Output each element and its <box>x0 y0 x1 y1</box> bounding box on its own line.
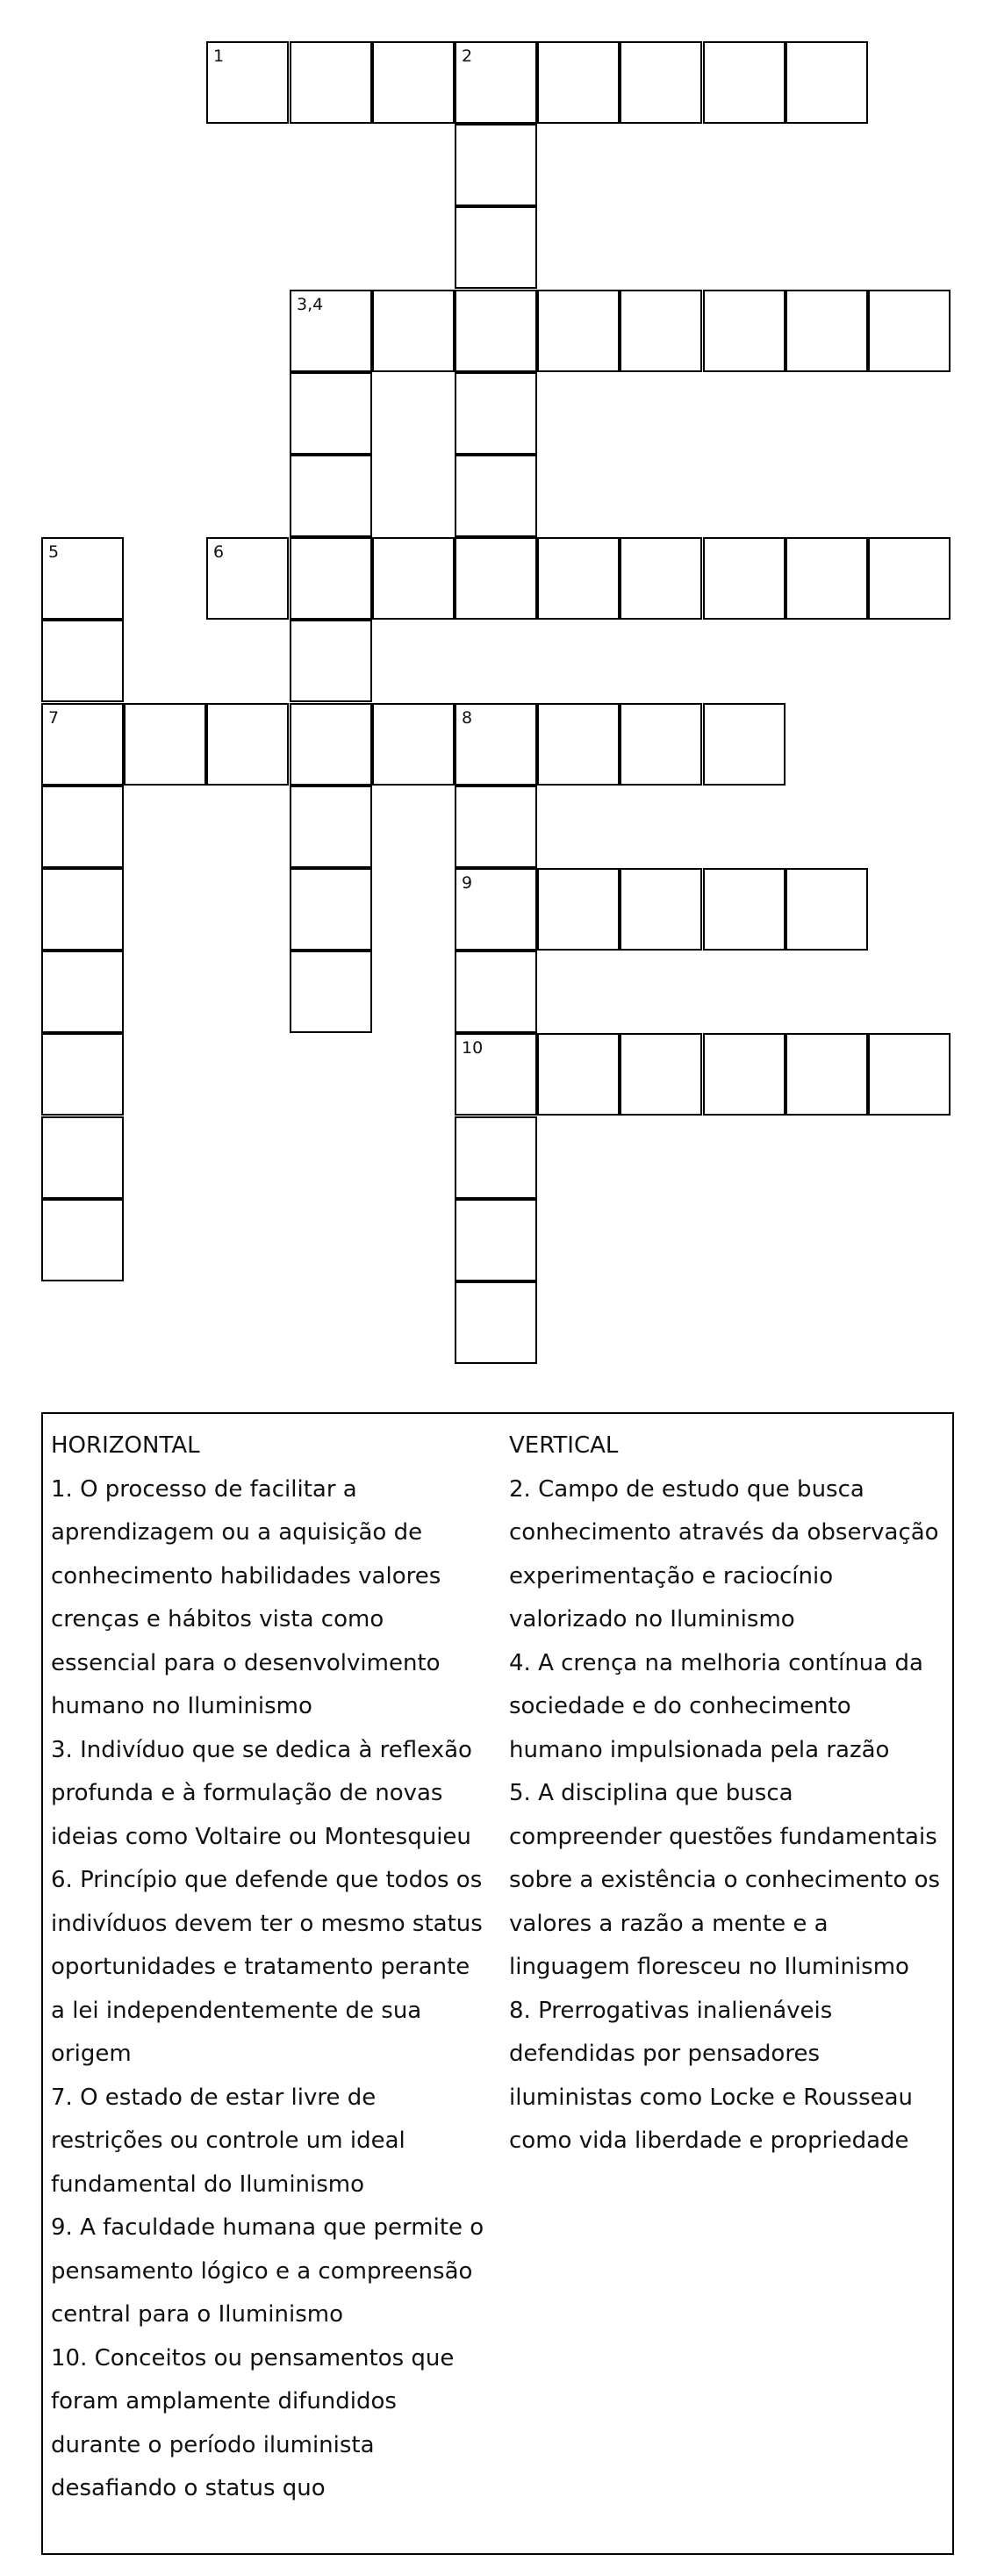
crossword-cell[interactable] <box>290 537 372 620</box>
clue-line: humano no Iluminismo <box>51 1693 312 1719</box>
crossword-cell[interactable] <box>41 951 124 1033</box>
clue-number: 2 <box>462 47 473 66</box>
crossword-cell[interactable] <box>290 951 372 1033</box>
clue-line: aprendizagem ou a aquisição de <box>51 1519 423 1546</box>
clue-line: durante o período iluminista <box>51 2431 375 2458</box>
clue-line: 10. Conceitos ou pensamentos que <box>51 2344 455 2371</box>
crossword-cell[interactable] <box>41 868 124 951</box>
clue-line: 5. A disciplina que busca <box>509 1780 793 1806</box>
crossword-cell[interactable] <box>455 951 537 1033</box>
crossword-cell[interactable] <box>41 703 124 786</box>
crossword-cell[interactable] <box>786 290 868 372</box>
crossword-cell[interactable] <box>703 41 786 124</box>
crossword-cell[interactable] <box>537 537 620 620</box>
crossword-cell[interactable] <box>372 41 455 124</box>
crossword-cell[interactable] <box>703 868 786 951</box>
clue-line: crenças e hábitos vista como <box>51 1606 384 1632</box>
crossword-cell[interactable] <box>620 41 702 124</box>
clue-line: sociedade e do conhecimento <box>509 1693 851 1719</box>
crossword-cell[interactable] <box>703 290 786 372</box>
crossword-cell[interactable] <box>372 537 455 620</box>
clue-line: valorizado no Iluminismo <box>509 1606 795 1632</box>
crossword-cell[interactable] <box>620 868 702 951</box>
clue-line: pensamento lógico e a compreensão <box>51 2257 473 2285</box>
crossword-cell[interactable] <box>620 703 702 786</box>
crossword-cell[interactable] <box>455 290 537 372</box>
crossword-cell[interactable] <box>703 537 786 620</box>
crossword-cell[interactable] <box>786 537 868 620</box>
crossword-cell[interactable] <box>290 290 372 372</box>
clue-line: 8. Prerrogativas inalienáveis <box>509 1997 833 2024</box>
clue-line: 7. O estado de estar livre de <box>51 2084 377 2111</box>
crossword-cell[interactable] <box>786 41 868 124</box>
crossword-cell[interactable] <box>290 786 372 868</box>
crossword-cell[interactable] <box>290 703 372 786</box>
crossword-cell[interactable] <box>537 868 620 951</box>
crossword-cell[interactable] <box>290 868 372 951</box>
crossword-cell[interactable] <box>455 786 537 868</box>
crossword-cell[interactable] <box>455 537 537 620</box>
crossword-cell[interactable] <box>290 372 372 455</box>
clue-line: 9. A faculdade humana que permite o <box>51 2214 484 2241</box>
crossword-cell[interactable] <box>868 290 951 372</box>
clue-line: defendidas por pensadores <box>509 2041 820 2067</box>
crossword-cell[interactable] <box>537 1033 620 1116</box>
clue-line: profunda e à formulação de novas <box>51 1780 443 1806</box>
crossword-cell[interactable] <box>455 206 537 289</box>
vertical-clues <box>509 1424 952 2163</box>
clue-number: 7 <box>48 708 60 728</box>
crossword-cell[interactable] <box>41 620 124 702</box>
clue-number: 8 <box>462 708 473 728</box>
clue-line: valores a razão a mente e a <box>509 1910 829 1937</box>
clue-line: foram amplamente difundidos <box>51 2388 397 2415</box>
crossword-cell[interactable] <box>41 1116 124 1199</box>
crossword-cell[interactable] <box>290 455 372 537</box>
crossword-cell[interactable] <box>455 124 537 206</box>
clue-line: experimentação e raciocínio <box>509 1562 834 1589</box>
clue-line: compreender questões fundamentais <box>509 1823 937 1850</box>
clue-line: central para o Iluminismo <box>51 2301 343 2328</box>
crossword-cell[interactable] <box>620 1033 702 1116</box>
clue-number: 3,4 <box>297 295 324 314</box>
clue-line: humano impulsionada pela razão <box>509 1736 890 1763</box>
clue-line: oportunidades e tratamento perante <box>51 1954 470 1980</box>
crossword-cell[interactable] <box>537 41 620 124</box>
crossword-cell[interactable] <box>206 41 289 124</box>
crossword-cell[interactable] <box>455 1033 537 1116</box>
clue-line: essencial para o desenvolvimento <box>51 1649 441 1676</box>
clue-line: iluministas como Locke e Rousseau <box>509 2084 914 2111</box>
crossword-cell[interactable] <box>455 1281 537 1364</box>
crossword-cell[interactable] <box>290 620 372 702</box>
crossword-cell[interactable] <box>206 537 289 620</box>
crossword-cell[interactable] <box>455 372 537 455</box>
crossword-cell[interactable] <box>786 868 868 951</box>
clue-line: restrições ou controle um ideal <box>51 2128 405 2154</box>
clue-line: 2. Campo de estudo que busca <box>509 1475 864 1503</box>
clue-number: 9 <box>462 873 473 893</box>
crossword-cell[interactable] <box>786 1033 868 1116</box>
crossword-cell[interactable] <box>455 455 537 537</box>
clue-line: linguagem floresceu no Iluminismo <box>509 1954 909 1980</box>
crossword-cell[interactable] <box>537 703 620 786</box>
clue-number: 6 <box>213 542 225 562</box>
clue-line: a lei independentemente de sua <box>51 1997 422 2024</box>
clue-number: 5 <box>48 542 60 562</box>
crossword-cell[interactable] <box>41 537 124 620</box>
crossword-cell[interactable] <box>620 290 702 372</box>
clue-line: conhecimento através da observação <box>509 1519 939 1546</box>
crossword-cell[interactable] <box>41 786 124 868</box>
crossword-cell[interactable] <box>455 41 537 124</box>
horizontal-clues <box>51 1424 507 2511</box>
crossword-cell[interactable] <box>41 1033 124 1116</box>
clue-line: indivíduos devem ter o mesmo status <box>51 1910 483 1937</box>
clue-line: origem <box>51 2041 132 2067</box>
crossword-cell[interactable] <box>455 868 537 951</box>
clue-line: 1. O processo de facilitar a <box>51 1475 357 1503</box>
crossword-cell[interactable] <box>455 703 537 786</box>
clue-line: 4. A crença na melhoria contínua da <box>509 1649 923 1676</box>
clue-line: ideias como Voltaire ou Montesquieu <box>51 1823 471 1850</box>
crossword-cell[interactable] <box>290 41 372 124</box>
crossword-cell[interactable] <box>41 1199 124 1281</box>
clue-line: sobre a existência o conhecimento os <box>509 1867 941 1893</box>
crossword-cell[interactable] <box>372 290 455 372</box>
crossword-cell[interactable] <box>206 703 289 786</box>
crossword-cell[interactable] <box>455 1199 537 1281</box>
clue-line: desafiando o status quo <box>51 2475 326 2501</box>
clue-line: 6. Princípio que defende que todos os <box>51 1867 483 1893</box>
clue-number: 1 <box>213 47 225 66</box>
crossword-cell[interactable] <box>537 290 620 372</box>
clue-number: 10 <box>462 1038 484 1058</box>
crossword-cell[interactable] <box>868 537 951 620</box>
crossword-cell[interactable] <box>372 703 455 786</box>
clue-line: conhecimento habilidades valores <box>51 1562 441 1589</box>
crossword-cell[interactable] <box>703 1033 786 1116</box>
crossword-cell[interactable] <box>620 537 702 620</box>
crossword-cell[interactable] <box>455 1116 537 1199</box>
clue-line: 3. Indivíduo que se dedica à reflexão <box>51 1736 472 1763</box>
crossword-cell[interactable] <box>124 703 206 786</box>
vertical-title: VERTICAL <box>509 1432 619 1459</box>
clue-line: fundamental do Iluminismo <box>51 2171 365 2198</box>
clue-line: como vida liberdade e propriedade <box>509 2128 909 2154</box>
horizontal-title: HORIZONTAL <box>51 1432 200 1459</box>
crossword-cell[interactable] <box>703 703 786 786</box>
clues-box <box>41 1412 954 2555</box>
crossword-cell[interactable] <box>868 1033 951 1116</box>
